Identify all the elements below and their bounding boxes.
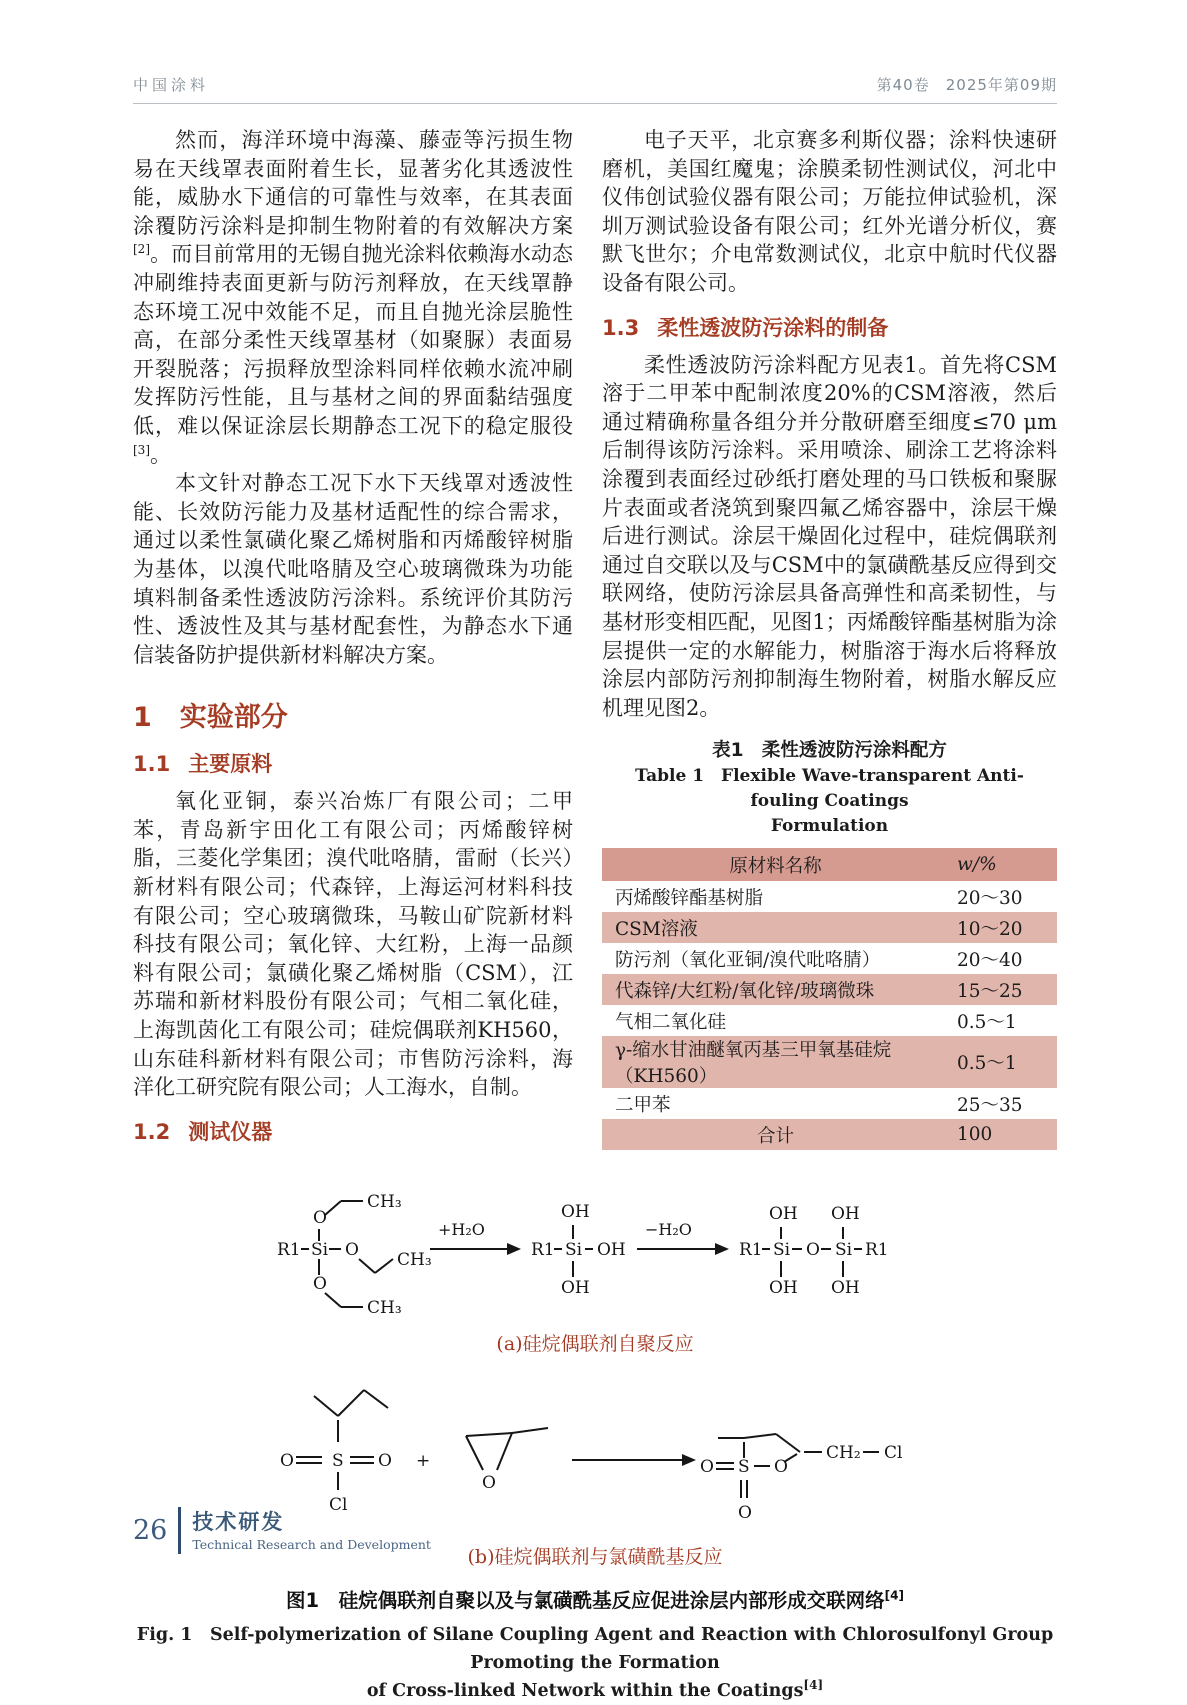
table-row xyxy=(602,881,1057,912)
column-header-material: 原材料名称 xyxy=(729,855,822,877)
right-column xyxy=(602,126,1057,1155)
issue-info: 第40卷 2025年第09期 xyxy=(876,76,1057,94)
atom-label: O xyxy=(345,1239,359,1260)
atom-label: O xyxy=(738,1502,752,1523)
subsection-heading-1-1 xyxy=(133,748,573,778)
table-caption xyxy=(602,738,1057,839)
sultone-product-molecule xyxy=(700,1434,902,1523)
plus-sign: + xyxy=(416,1450,431,1471)
cell-weight: 0.5～1 xyxy=(957,1011,1017,1033)
reagent-label: −H₂O xyxy=(645,1219,692,1239)
condensation-arrow xyxy=(637,1220,729,1255)
figure-caption-zh xyxy=(133,1585,1057,1613)
atom-label: Cl xyxy=(329,1494,348,1515)
cell-total-value: 100 xyxy=(957,1124,993,1146)
epoxide-molecule xyxy=(466,1428,548,1493)
paragraph-raw-materials: 氧化亚铜，泰兴冶炼厂有限公司；二甲苯，青岛新宇田化工有限公司；丙烯酸锌树脂，三菱化学集团；溴代吡咯腈，雷耐（长兴）新材料有限公司；代森锌，上海运河材料科技有限公司；空心玻璃微珠，马鞍山矿院新材料科技有限公司；氧化锌、大红粉，上海一品颜料有限公司；氯磺化聚乙烯树脂（CSM），江苏瑞和新材料股份有限公司；气相二氧化硅，上海凯茵化工有限公司；硅烷偶联剂KH560，山东硅科新材料有限公司；市售防污涂料，海洋化工研究院有限公司；人工海水，自制。 xyxy=(133,789,573,1100)
cell-weight: 20～40 xyxy=(957,949,1023,971)
subsection-heading-1-2 xyxy=(133,1116,573,1146)
atom-label: R1 xyxy=(531,1239,555,1260)
reaction-b-diagram xyxy=(270,1378,920,1528)
figure-caption-text: 图1 硅烷偶联剂自聚以及与氯磺酰基反应促进涂层内部形成交联网络 xyxy=(286,1588,885,1612)
atom-label: O xyxy=(700,1456,714,1477)
paragraph-text: 然而，海洋环境中海藻、藤壶等污损生物易在天线罩表面附着生长，显著劣化其透波性能，威胁水下通信的可靠性与效率，在其表面涂覆防污涂料是抑制生物附着的有效解决方案 xyxy=(133,128,573,238)
citation-ref: [4] xyxy=(803,1677,824,1692)
column-header-weight: w/% xyxy=(957,854,997,876)
subfigure-a-caption: (a)硅烷偶联剂自聚反应 xyxy=(496,1332,694,1355)
atom-label: OH xyxy=(597,1239,626,1260)
two-column-body xyxy=(133,126,1057,1155)
cell-material: 代森锌/大红粉/氧化锌/玻璃微珠 xyxy=(615,980,875,1002)
atom-label: O xyxy=(280,1450,294,1471)
atom-label: S xyxy=(738,1456,750,1477)
citation-ref: [4] xyxy=(884,1588,904,1603)
atom-label: Si xyxy=(565,1239,583,1260)
cell-material: 防污剂（氧化亚铜/溴代吡咯腈） xyxy=(615,949,881,971)
paragraph-text: 。而目前常用的无锡自抛光涂料依赖海水动态冲刷维持表面更新与防污剂释放，在天线罩静态环境工况中效能不足，而且自抛光涂层脆性高，在部分柔性天线罩基材（如聚脲）表面易开裂脱落；污损释放型涂料同样依赖水流冲刷发挥防污性能，且与基材之间的界面黏结强度低，难以保证涂层长期静态工况下的稳定服役 xyxy=(133,242,573,438)
citation-ref: [2] xyxy=(133,242,150,257)
reagent-label: +H₂O xyxy=(438,1219,485,1239)
paragraph-fouling-problem xyxy=(133,126,573,469)
table-caption-zh: 表1 柔性透波防污涂料配方 xyxy=(712,740,947,762)
atom-label: R1 xyxy=(739,1239,763,1260)
cell-material: 丙烯酸锌酯基树脂 xyxy=(615,887,764,909)
table-row xyxy=(602,943,1057,974)
cell-weight: 15～25 xyxy=(957,980,1023,1002)
table-total-row xyxy=(602,1119,1057,1150)
sulfonyl-chloride-molecule xyxy=(280,1390,392,1515)
figure-caption-en-line2 xyxy=(133,1677,1057,1705)
hydrolysis-arrow xyxy=(430,1220,521,1255)
cell-weight: 0.5～1 xyxy=(957,1053,1017,1075)
atom-label: CH₃ xyxy=(367,1297,402,1318)
siloxane-dimer-molecule xyxy=(739,1204,889,1298)
subfigure-b-caption: (b)硅烷偶联剂与氯磺酰基反应 xyxy=(467,1545,723,1568)
table-row xyxy=(602,912,1057,943)
subsection-title: 测试仪器 xyxy=(188,1119,273,1144)
paragraph-instruments: 电子天平，北京赛多利斯仪器；涂料快速研磨机，美国红魔鬼；涂膜柔韧性测试仪，河北中仪伟创试验仪器有限公司；万能拉伸试验机，深圳万测试验设备有限公司；红外光谱分析仪，赛默飞世尔；介电常数测试仪，北京中航时代仪器设备有限公司。 xyxy=(602,128,1057,295)
cell-material: 气相二氧化硅 xyxy=(615,1011,727,1033)
section-title: 实验部分 xyxy=(179,702,288,734)
table-caption-en-line1: Table 1 Flexible Wave-transparent Anti-fouling Coatings xyxy=(635,766,1024,812)
footer-section-zh: 技术研发 xyxy=(192,1509,285,1534)
citation-ref: [3] xyxy=(133,442,150,457)
atom-label: OH xyxy=(831,1203,860,1224)
cell-material: 二甲苯 xyxy=(615,1094,671,1116)
table-caption-en-line2: Formulation xyxy=(770,816,889,837)
table-header-row xyxy=(602,848,1057,881)
atom-label: O xyxy=(774,1456,788,1477)
footer-section-labels xyxy=(192,1510,431,1552)
cell-material: CSM溶液 xyxy=(615,918,698,940)
paragraph-study-aim: 本文针对静态工况下水下天线罩对透波性能、长效防污能力及基材适配性的综合需求，通过以柔性氯磺化聚乙烯树脂和丙烯酸锌树脂为基体，以溴代吡咯腈及空心玻璃微珠为功能填料制备柔性透波防污涂料。系统评价其防污性、透波性及其与基材配套性，为静态水下通信装备防护提供新材料解决方案。 xyxy=(133,471,573,667)
table-row xyxy=(602,1036,1057,1088)
atom-label: S xyxy=(332,1450,344,1471)
table-row xyxy=(602,1088,1057,1119)
paragraph-text: 。 xyxy=(150,442,171,467)
header-rule xyxy=(133,103,1057,104)
left-column xyxy=(133,126,573,1155)
section-heading-1 xyxy=(133,695,573,734)
cell-weight: 10～20 xyxy=(957,918,1023,940)
page-footer xyxy=(133,1507,431,1554)
figure-1 xyxy=(133,1177,1057,1705)
atom-label: O xyxy=(482,1472,496,1493)
atom-label: Cl xyxy=(884,1442,903,1463)
atom-label: Si xyxy=(773,1239,791,1260)
subsection-title: 主要原料 xyxy=(188,752,273,777)
table-row xyxy=(602,1005,1057,1036)
figure-caption-text: of Cross-linked Network within the Coatings xyxy=(366,1680,804,1701)
subsection-heading-1-3 xyxy=(602,312,1057,342)
cell-weight: 20～30 xyxy=(957,887,1023,909)
atom-label: Si xyxy=(311,1239,329,1260)
atom-label: OH xyxy=(769,1277,798,1298)
atom-label: CH₂ xyxy=(826,1442,861,1463)
paragraph-preparation: 柔性透波防污涂料配方见表1。首先将CSM溶于二甲苯中配制浓度20%的CSM溶液，然后通过精确称量各组分并分散研磨至细度≤70 μm后制得该防污涂料。采用喷涂、刷涂工艺将涂料涂覆到表面经过砂纸打磨处理的马口铁板和聚脲片表面或者浇筑到聚四氟乙烯容器中，涂层干燥后进行测试。涂层干燥固化过程中，硅烷偶联剂通过自交联以及与CSM中的氯磺酰基反应得到交联网络，使防污涂层具备高弹性和高柔韧性，与基材形变相匹配，见图1；丙烯酸锌酯基树脂为涂层提供一定的水解能力，树脂溶于海水后将释放涂层内部防污剂抑制海生物附着，树脂水解反应机理见图2。 xyxy=(602,352,1057,720)
cell-material: γ-缩水甘油醚氧丙基三甲氧基硅烷（KH560） xyxy=(615,1040,892,1088)
subsection-number: 1.3 xyxy=(602,315,640,340)
atom-label: CH₃ xyxy=(397,1249,432,1270)
cell-weight: 25～35 xyxy=(957,1094,1023,1116)
formulation-table xyxy=(602,848,1057,1150)
atom-label: OH xyxy=(769,1203,798,1224)
atom-label: OH xyxy=(831,1277,860,1298)
table-row xyxy=(602,974,1057,1005)
subsection-number: 1.2 xyxy=(133,1119,171,1144)
figure-caption-en-line1: Fig. 1 Self-polymerization of Silane Coupling Agent and Reaction with Chlorosulfonyl Group Promoting the Formation xyxy=(136,1624,1054,1673)
atom-label: O xyxy=(806,1239,820,1260)
atom-label: Si xyxy=(835,1239,853,1260)
journal-title: 中国涂料 xyxy=(133,76,210,94)
atom-label: O xyxy=(313,1207,327,1228)
silanol-molecule xyxy=(531,1202,626,1298)
atom-label: OH xyxy=(561,1277,590,1298)
atom-label: R1 xyxy=(865,1239,889,1260)
footer-section-en: Technical Research and Development xyxy=(192,1536,431,1552)
atom-label: O xyxy=(313,1273,327,1294)
atom-label: CH₃ xyxy=(367,1191,402,1212)
footer-divider xyxy=(178,1507,181,1554)
atom-label: OH xyxy=(561,1201,590,1222)
reaction-a-diagram xyxy=(275,1177,915,1317)
page-header xyxy=(133,0,1057,95)
reaction-arrow xyxy=(572,1454,696,1466)
silane-triethoxy-molecule xyxy=(277,1192,432,1318)
atom-label: R1 xyxy=(277,1239,301,1260)
subsection-number: 1.1 xyxy=(133,752,171,777)
atom-label: O xyxy=(378,1450,392,1471)
cell-total-label: 合计 xyxy=(756,1125,794,1147)
subsection-title: 柔性透波防污涂料的制备 xyxy=(657,315,889,340)
section-number: 1 xyxy=(133,702,152,734)
page-number: 26 xyxy=(133,1515,168,1546)
